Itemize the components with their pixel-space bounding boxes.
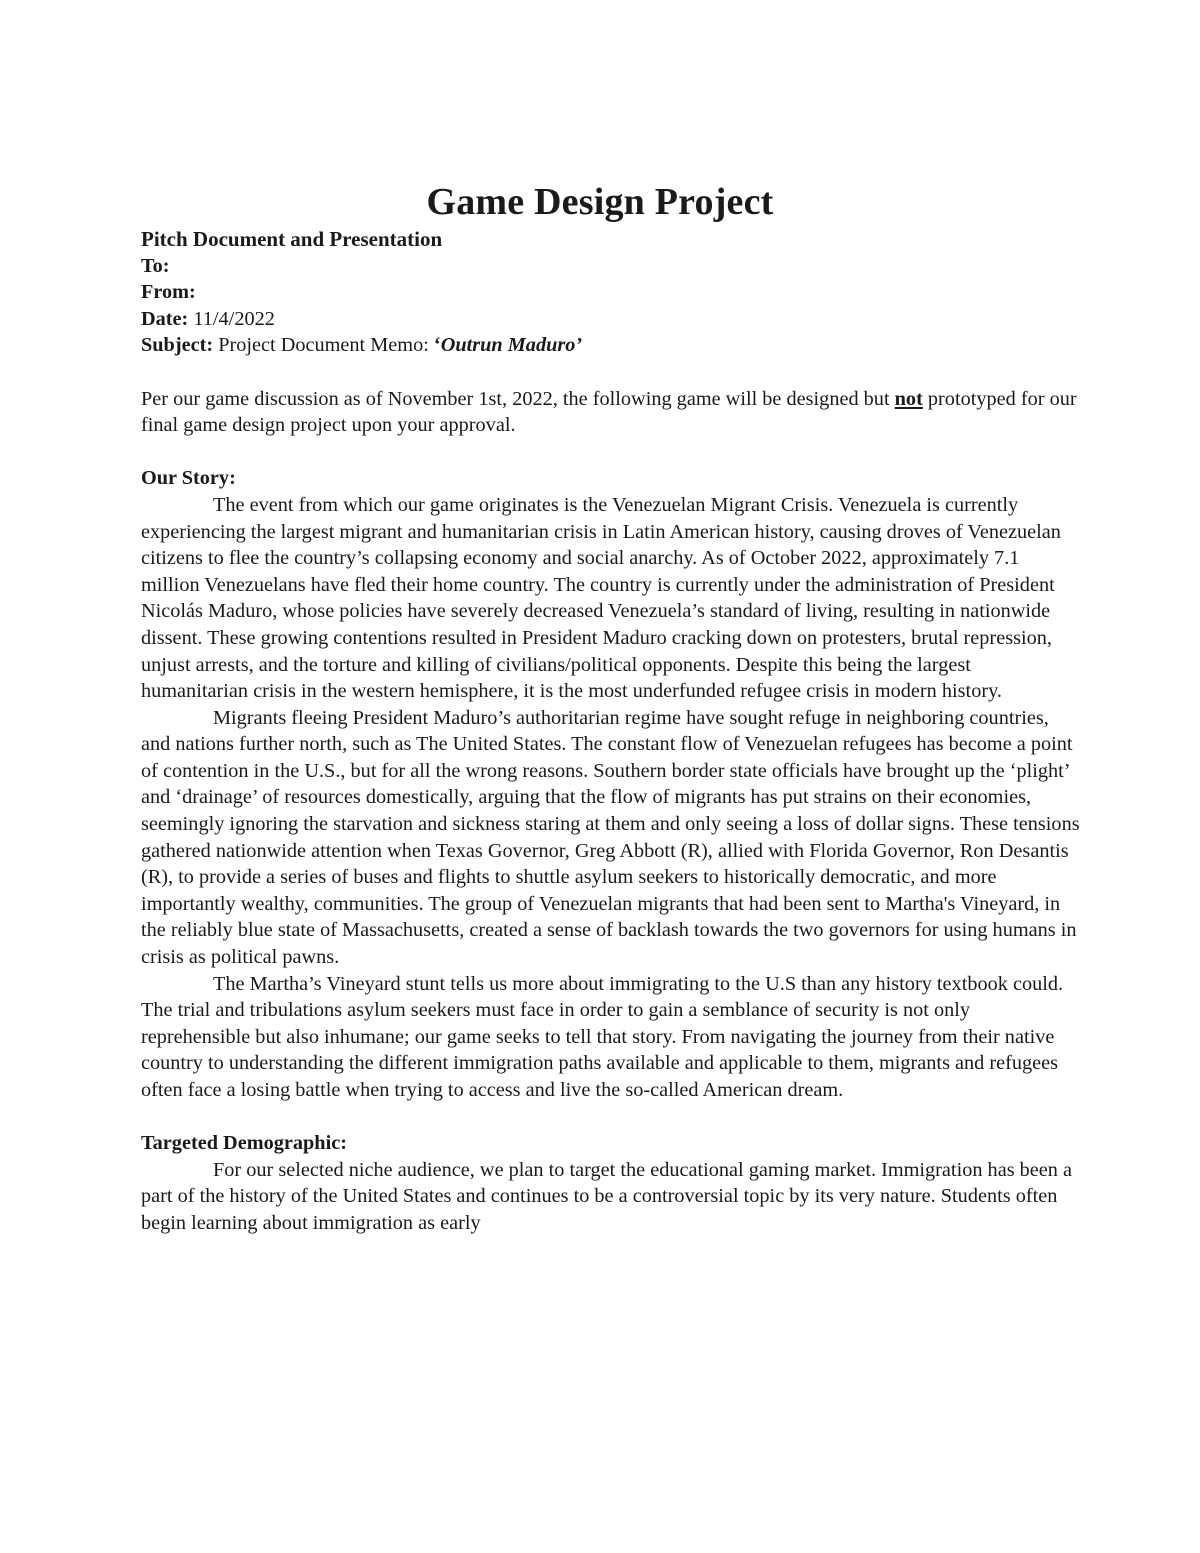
memo-date-row	[141, 306, 1081, 333]
spacer	[141, 1104, 1081, 1131]
section-heading-story: Our Story:	[141, 467, 236, 490]
section-heading-demographic: Targeted Demographic:	[141, 1132, 347, 1155]
memo-to-label: To:	[141, 254, 170, 277]
memo-date-label: Date:	[141, 307, 189, 330]
document-subtitle: Pitch Document and Presentation	[141, 227, 443, 251]
intro-paragraph	[141, 386, 1081, 439]
spacer	[141, 439, 1081, 466]
story-paragraph-1: The event from which our game originates is the Venezuelan Migrant Crisis. Venezuela is currently experiencing the largest migrant and humanitarian crisis in Latin American history, causing droves of Venezuelan citizens to flee the country’s collapsing economy and social anarchy. As of October 2022, approximately 7.1 million Venezuelans have fled their home country. The country is currently under the administration of President Nicolás Maduro, whose policies have severely decreased Venezuela’s standard of living, resulting in nationwide dissent. These growing contentions resulted in President Maduro cracking down on protesters, brutal repression, unjust arrests, and the torture and killing of civilians/political opponents. Despite this being the largest humanitarian crisis in the western hemisphere, it is the most underfunded refugee crisis in modern history.	[141, 493, 1061, 703]
story-paragraph-3: The Martha’s Vineyard stunt tells us more about immigrating to the U.S than any history textbook could. The trial and tribulations asylum seekers must face in order to gain a semblance of security is not only reprehensible but also inhumane; our game seeks to tell that story. From navigating the journey from their native country to understanding the different immigration paths available and applicable to them, migrants and refugees often face a losing battle when trying to access and live the so-called American dream.	[141, 972, 1064, 1101]
memo-from-label: From:	[141, 281, 196, 304]
memo-subject-name: Outrun Maduro’	[440, 334, 583, 357]
memo-subject-prefix: Project Document Memo:	[218, 334, 434, 357]
memo-from-row	[141, 279, 1081, 306]
intro-before: Per our game discussion as of November 1st, 2022, the following game will be designed but	[141, 387, 895, 410]
document-body	[141, 226, 1081, 1237]
story-paragraph-2: Migrants fleeing President Maduro’s authoritarian regime have sought refuge in neighboring countries, and nations further north, such as The United States. The constant flow of Venezuelan refugees has become a point of contention in the U.S., but for all the wrong reasons. Southern border state officials have brought up the ‘plight’ and ‘drainage’ of resources domestically, arguing that the flow of migrants has put strains on their economies, seemingly ignoring the starvation and sickness staring at them and only seeing a loss of dollar signs. These tensions gathered nationwide attention when Texas Governor, Greg Abbott (R), allied with Florida Governor, Ron Desantis (R), to provide a series of buses and flights to shuttle asylum seekers to historically democratic, and more importantly wealthy, communities. The group of Venezuelan migrants that had been sent to Martha's Vineyard, in the reliably blue state of Massachusetts, created a sense of backlash towards the two governors for using humans in crisis as political pawns.	[141, 706, 1080, 969]
memo-date-value: 11/4/2022	[193, 307, 275, 330]
document-title: Game Design Project	[426, 181, 774, 223]
memo-subject-open-quote: ‘	[433, 334, 441, 357]
spacer	[141, 359, 1081, 386]
intro-after: prototyped for our final game design project upon your approval.	[141, 387, 1077, 437]
memo-to-row	[141, 253, 1081, 280]
memo-subject-label: Subject:	[141, 334, 214, 357]
demographic-paragraph-1: For our selected niche audience, we plan to target the educational gaming market. Immigration has been a part of the history of the United States and continues to be a controversial topic by its very nature. Students often begin learning about immigration as early	[141, 1158, 1073, 1234]
intro-emphasis: not	[894, 387, 923, 410]
memo-subject-row	[141, 332, 1081, 359]
